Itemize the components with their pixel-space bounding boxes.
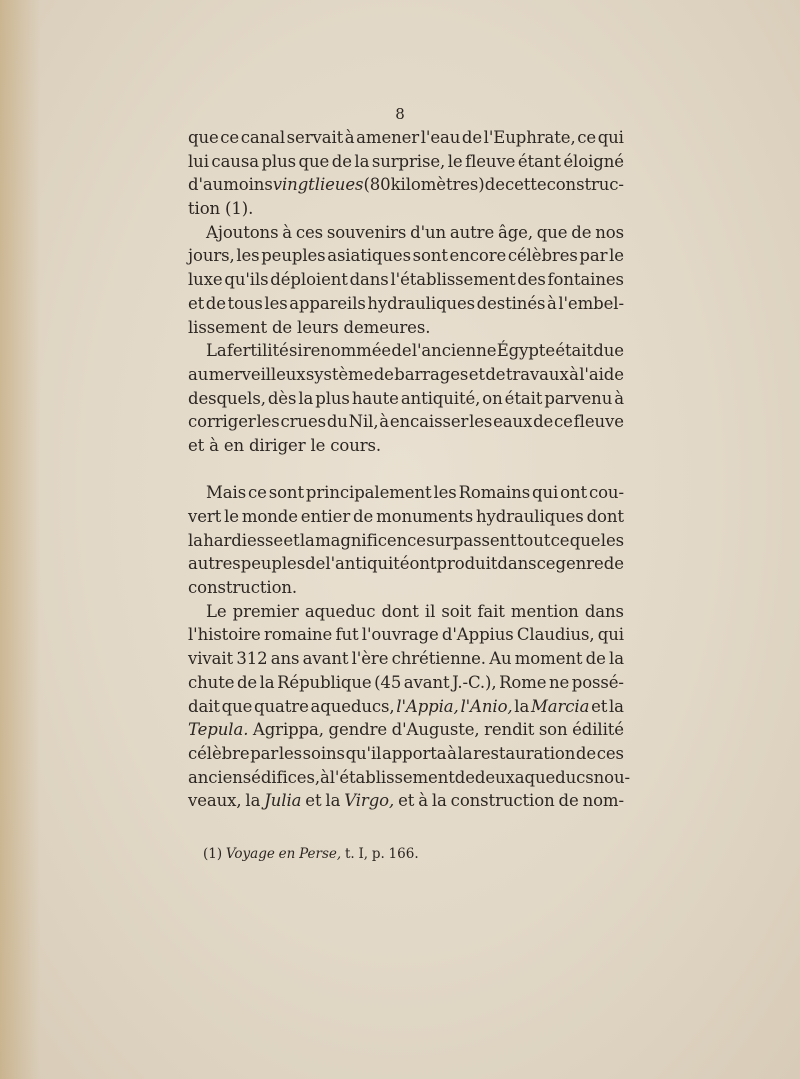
word: l'ancienne: [411, 341, 497, 361]
word: monuments: [376, 507, 474, 526]
word: vivait: [188, 649, 234, 669]
word: l'eau: [420, 128, 461, 147]
word: qu'ils: [224, 270, 269, 290]
word: leurs: [297, 317, 339, 337]
word: luxe: [188, 270, 223, 290]
word: avant: [403, 672, 450, 692]
word: que: [298, 151, 330, 171]
word: renommée: [302, 341, 392, 361]
word: rendit: [484, 720, 535, 740]
word: d'au: [188, 175, 224, 195]
word: magnificence: [315, 530, 426, 550]
word: l'histoire: [188, 625, 261, 645]
word: entier: [300, 507, 351, 526]
word: par: [250, 743, 279, 763]
word: à: [569, 364, 579, 384]
word: restauration: [473, 743, 576, 763]
word: merveilleux: [208, 364, 306, 384]
word: kilomètres): [390, 175, 485, 195]
word: nos: [595, 222, 624, 242]
word: système: [305, 364, 374, 384]
word: cours.: [330, 435, 382, 455]
word: l'embel-: [558, 293, 624, 313]
word: à: [209, 435, 219, 455]
word: si: [288, 341, 303, 361]
text-line: [188, 292, 624, 316]
word: haute: [351, 388, 399, 408]
word: qui: [597, 128, 624, 147]
word: fleuve: [573, 412, 624, 432]
word: ces: [596, 743, 624, 763]
word: peuples: [261, 246, 326, 266]
word: appareils: [289, 293, 366, 313]
word: qu'il: [345, 743, 382, 763]
text-line: [188, 742, 624, 766]
word: eaux: [493, 412, 533, 432]
word: la: [298, 388, 314, 408]
word: diriger: [248, 435, 306, 455]
text-line: [188, 671, 624, 695]
word: au: [188, 364, 209, 384]
word: chrétienne.: [391, 649, 486, 669]
word: soins: [302, 743, 345, 763]
word: la: [354, 151, 370, 171]
word: principalement: [305, 483, 432, 503]
word: à: [344, 128, 355, 147]
word: la: [259, 672, 275, 692]
word: que: [188, 128, 219, 147]
text-line: [188, 410, 624, 434]
word: le: [609, 246, 624, 266]
word: que: [536, 222, 568, 242]
word: dans: [497, 554, 537, 574]
word: et: [188, 293, 205, 313]
word: République: [277, 672, 372, 692]
word: ce: [536, 554, 556, 574]
word: asiatiques: [327, 246, 411, 266]
word: construc-: [546, 175, 624, 195]
word: Mais: [206, 483, 247, 503]
text-line: [188, 434, 624, 458]
word: de: [391, 341, 412, 361]
word: Romains: [458, 483, 531, 503]
word: fleuve: [465, 151, 516, 171]
word: de: [585, 649, 606, 669]
word: de: [575, 743, 597, 763]
word: Perse,: [299, 846, 342, 862]
word: monde: [241, 507, 298, 526]
text-line: [188, 695, 624, 719]
word: la: [188, 530, 203, 550]
text-line: [188, 244, 624, 268]
word: éloigné: [563, 151, 624, 171]
word: anciens: [188, 767, 252, 787]
word: J.-C.),: [452, 672, 497, 692]
word: encore: [449, 246, 507, 266]
word: ces: [295, 222, 324, 242]
text-line: [188, 387, 624, 411]
word: tion: [188, 199, 221, 219]
word: le: [447, 151, 463, 171]
word: à: [379, 412, 390, 432]
word: nou-: [593, 767, 631, 787]
word: vert: [188, 507, 222, 526]
word: tous: [227, 293, 263, 313]
word: les: [278, 743, 303, 763]
word: la: [325, 791, 341, 811]
text-line: [188, 268, 624, 292]
word: chute: [188, 672, 235, 692]
word: jours,: [188, 246, 235, 266]
word: hydrauliques: [476, 507, 584, 526]
word: à: [282, 222, 293, 242]
word: Agrippa,: [252, 720, 324, 740]
word: et: [468, 364, 485, 384]
word: cou-: [588, 483, 624, 503]
word: l'aide: [579, 364, 624, 384]
word: d'Auguste,: [391, 720, 480, 740]
word: vingt: [272, 175, 315, 195]
word: hardiesse: [203, 530, 284, 550]
word: qui: [532, 483, 559, 503]
word: amener: [356, 128, 420, 147]
word: moment: [514, 649, 583, 669]
word: de: [485, 364, 506, 384]
word: La: [206, 341, 227, 361]
word: canal: [240, 128, 286, 147]
word: de: [571, 222, 592, 242]
word: ce: [554, 412, 573, 432]
word: de: [484, 175, 505, 195]
word: à: [614, 388, 624, 408]
word: les: [600, 530, 624, 550]
word: mention: [510, 601, 579, 621]
word: peuples: [240, 554, 306, 574]
word: et: [591, 696, 608, 716]
word: p.: [371, 846, 385, 862]
word: de: [558, 791, 579, 811]
word: gendre: [328, 720, 388, 740]
word: servait: [286, 128, 344, 147]
word: t.: [344, 846, 355, 862]
word: hydrauliques: [367, 293, 476, 313]
word: Virgo,: [344, 791, 395, 811]
word: sont: [412, 246, 448, 266]
word: et: [305, 791, 322, 811]
word: la: [514, 696, 530, 716]
word: romaine: [263, 625, 333, 645]
word: Tepula.: [188, 720, 249, 740]
text-line: [188, 647, 624, 671]
word: Rome: [499, 672, 547, 692]
word: la: [609, 649, 624, 669]
word: qui: [597, 625, 624, 645]
word: avant: [302, 649, 349, 669]
word: ce: [220, 128, 240, 147]
word: I,: [358, 846, 369, 862]
word: l'Euphrate,: [483, 128, 576, 147]
word: aqueducs: [514, 767, 594, 787]
word: soit: [441, 601, 472, 621]
text-line: [188, 197, 624, 221]
word: déploient: [270, 270, 348, 290]
text-line: [188, 552, 624, 576]
word: l'Anio,: [460, 696, 513, 716]
word: de: [271, 317, 293, 337]
text-line: [188, 529, 624, 553]
paragraph-gap: [188, 458, 624, 482]
word: de: [454, 767, 475, 787]
word: ce: [248, 483, 267, 503]
word: et: [188, 435, 205, 455]
word: par: [579, 246, 608, 266]
word: la: [245, 791, 261, 811]
word: ce: [577, 128, 597, 147]
text-line: [188, 576, 624, 600]
word: aqueduc: [304, 601, 376, 621]
word: veaux,: [188, 791, 242, 811]
word: lui: [188, 151, 209, 171]
word: travaux: [505, 364, 569, 384]
word: Égypte: [496, 341, 555, 361]
word: corriger: [188, 412, 256, 432]
word: Voyage: [225, 846, 275, 862]
word: édifices,: [251, 767, 320, 787]
page-number: 8: [395, 105, 405, 123]
word: de: [353, 507, 374, 526]
word: ans: [270, 649, 300, 669]
word: possé-: [571, 672, 624, 692]
word: nom-: [582, 791, 624, 811]
word: surprise,: [371, 151, 446, 171]
page-edge-shadow: [0, 0, 40, 1079]
word: tout: [516, 530, 551, 550]
word: construction.: [188, 578, 298, 598]
word: dans: [349, 270, 389, 290]
word: plus: [315, 388, 350, 408]
footnote: [203, 845, 422, 863]
word: l'ère: [351, 649, 389, 669]
word: on: [482, 388, 503, 408]
word: édilité: [572, 720, 624, 740]
word: encaisser: [389, 412, 469, 432]
word: la: [457, 743, 473, 763]
word: moins: [223, 175, 273, 195]
word: les: [236, 246, 260, 266]
word: l'établissement: [390, 270, 516, 290]
word: dans: [584, 601, 624, 621]
word: des: [517, 270, 546, 290]
word: l'établissement: [329, 767, 455, 787]
word: premier: [232, 601, 299, 621]
word: 166.: [388, 846, 419, 862]
word: demeures.: [343, 317, 431, 337]
word: de: [236, 672, 258, 692]
text-line: [188, 173, 624, 197]
word: Marcia: [530, 696, 590, 716]
word: que: [569, 530, 601, 550]
word: construction: [450, 791, 555, 811]
word: son: [538, 720, 568, 740]
word: ont: [409, 554, 437, 574]
word: autre: [449, 222, 495, 242]
word: quatre: [254, 696, 309, 716]
word: l'Appia,: [396, 696, 459, 716]
text-line: [188, 623, 624, 647]
word: Julia: [264, 791, 302, 811]
word: apporta: [381, 743, 447, 763]
word: à: [546, 293, 557, 313]
word: d'un: [410, 222, 447, 242]
word: Nil,: [348, 412, 379, 432]
word: les: [256, 412, 280, 432]
word: produit: [436, 554, 498, 574]
word: barrages: [394, 364, 469, 384]
word: le: [224, 507, 239, 526]
word: âge,: [497, 222, 533, 242]
word: les: [433, 483, 457, 503]
word: étant: [517, 151, 561, 171]
word: aqueducs,: [310, 696, 395, 716]
text-line: [188, 126, 624, 150]
word: de: [331, 151, 352, 171]
word: était: [555, 341, 593, 361]
word: il: [424, 601, 436, 621]
word: était: [504, 388, 543, 408]
text-line: [188, 789, 624, 813]
word: due: [593, 341, 624, 361]
text-line: [188, 150, 624, 174]
word: en: [278, 846, 296, 862]
word: et: [283, 530, 300, 550]
word: parvenu: [544, 388, 613, 408]
word: genre: [555, 554, 604, 574]
word: cette: [504, 175, 547, 195]
word: destinés: [476, 293, 546, 313]
text-line: [188, 316, 624, 340]
word: (1): [203, 846, 223, 862]
word: la: [609, 696, 624, 716]
body-text: [188, 126, 631, 813]
word: fertilité: [226, 341, 289, 361]
word: 312: [236, 649, 268, 669]
word: Claudius,: [516, 625, 595, 645]
word: souvenirs: [326, 222, 407, 242]
word: à: [418, 791, 428, 811]
word: de: [205, 293, 226, 313]
text-line: [188, 766, 631, 790]
text-line: [188, 221, 624, 245]
word: les: [264, 293, 288, 313]
word: de: [305, 554, 326, 574]
word: de: [603, 554, 624, 574]
word: l'antiquité: [325, 554, 410, 574]
word: célèbre: [188, 743, 250, 763]
word: lissement: [188, 317, 268, 337]
word: causa: [211, 151, 259, 171]
word: que: [221, 696, 253, 716]
word: ne: [548, 672, 570, 692]
text-line: [188, 481, 624, 505]
word: fut: [335, 625, 359, 645]
word: à: [447, 743, 457, 763]
text-line: [188, 339, 624, 363]
word: à: [319, 767, 330, 787]
word: Ajoutons: [206, 222, 279, 242]
word: de: [533, 412, 554, 432]
word: (1).: [225, 199, 254, 219]
word: d'Appius: [441, 625, 514, 645]
text-line: [188, 718, 624, 742]
word: lieues: [314, 175, 364, 195]
word: en: [223, 435, 245, 455]
word: surpassent: [426, 530, 517, 550]
word: dont: [586, 507, 624, 526]
word: (80: [363, 175, 391, 195]
word: ont: [560, 483, 588, 503]
word: dès: [267, 388, 297, 408]
word: la: [431, 791, 447, 811]
word: fait: [477, 601, 505, 621]
word: sont: [268, 483, 304, 503]
word: antiquité,: [400, 388, 481, 408]
word: fontaines: [547, 270, 624, 290]
word: la: [299, 530, 315, 550]
word: deux: [474, 767, 515, 787]
word: l'ouvrage: [361, 625, 439, 645]
word: les: [469, 412, 493, 432]
word: desquels,: [188, 388, 266, 408]
word: de: [461, 128, 483, 147]
word: du: [326, 412, 348, 432]
word: Au: [489, 649, 512, 669]
word: (45: [374, 672, 402, 692]
word: plus: [261, 151, 297, 171]
word: le: [310, 435, 326, 455]
word: crues: [280, 412, 326, 432]
word: autres: [188, 554, 241, 574]
word: Le: [206, 601, 227, 621]
text-line: [188, 600, 624, 624]
word: dont: [381, 601, 419, 621]
word: dait: [188, 696, 220, 716]
word: de: [373, 364, 394, 384]
word: célèbres: [507, 246, 578, 266]
word: ce: [550, 530, 570, 550]
word: et: [398, 791, 415, 811]
text-line: [188, 505, 624, 529]
text-line: [188, 363, 624, 387]
